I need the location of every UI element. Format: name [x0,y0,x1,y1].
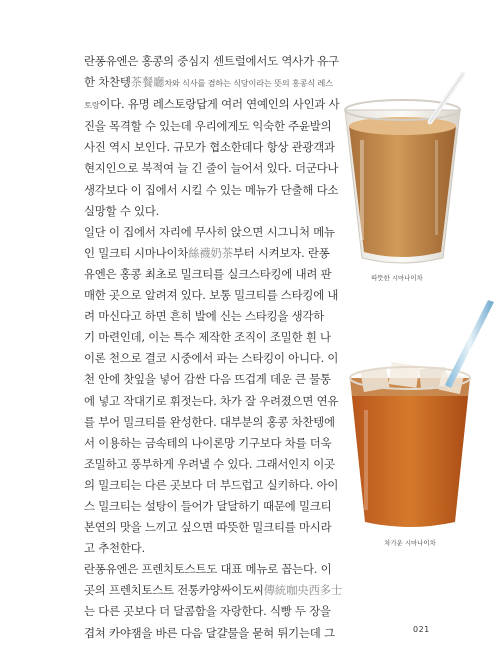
text-line [84,137,335,158]
iced-milk-tea-caption: 차가운 시마나이차 [384,539,436,547]
text-segment: 곳의 프렌치토스트 전통카양싸이도씨 [84,583,264,598]
page-number: 021 [413,625,430,634]
hot-milk-tea-photo [335,70,470,270]
text-line [84,158,339,179]
text-line [84,433,332,454]
text-line [84,580,343,601]
text-segment: 茶餐廳 [130,75,165,90]
text-line [84,306,325,327]
text-segment: 진을 목격할 수 있는데 우리에게도 익숙한 주윤발의 [84,119,332,134]
text-line [84,517,332,538]
text-segment: 기 마련인데, 이는 특수 제작한 조직이 조밀한 흰 나 [84,330,331,345]
text-line [84,391,339,412]
text-line [84,369,331,390]
iced-milk-tea-photo [342,300,497,532]
text-segment: 에 넣고 작대기로 휘젓는다. 차가 잘 우려졌으면 연유 [84,393,339,408]
text-segment: 한 차찬텡 [84,75,131,90]
text-line [84,285,339,306]
text-segment: 고 추천한다. [84,541,145,556]
text-line [84,264,332,285]
text-segment: 를 부어 밀크티를 완성한다. 대부분의 홍콩 차찬텡에 [84,414,335,429]
text-segment: 차와 식사를 겸하는 식당이라는 뜻의 홍콩식 레스 [164,78,333,89]
text-segment: 려 마신다고 하면 흔히 발에 신는 스타킹을 생각하 [84,309,325,324]
text-line [84,201,310,222]
text-segment: 서 이용하는 금속테의 나이론망 기구보다 차를 더욱 [84,435,332,450]
text-line [84,222,335,243]
text-segment: 조밀하고 풍부하게 우려낼 수 있다. 그래서인지 이곳 [84,456,335,471]
text-line [84,94,340,116]
text-segment: 부터 시켜보자. 란퐁 [232,245,330,260]
text-segment: 絲襪奶茶 [188,245,233,260]
text-segment: 는 다른 곳보다 더 달콤함을 자랑한다. 식빵 두 장을 [84,604,331,619]
text-line [84,412,335,433]
text-line [84,601,331,622]
text-segment: 이다. 유명 레스토랑답게 여러 연예인의 사인과 사 [99,97,340,112]
text-line [84,327,331,348]
text-segment: 현지인으로 북적여 늘 긴 줄이 늘어서 있다. 더군다나 [84,161,339,176]
text-line [84,496,332,517]
text-segment: 사진 역시 보인다. 규모가 협소한데다 항상 관광객과 [84,140,335,155]
text-segment: 의 밀크티는 다른 곳보다 더 부드럽고 실키하다. 아이 [84,477,339,492]
text-line [84,116,332,137]
text-segment: 천 안에 찻잎을 넣어 감싼 다음 뜨겁게 데운 큰 물통 [84,372,331,387]
text-segment: 일단 이 집에서 자리에 무사히 앉으면 시그니처 메뉴 [84,224,335,239]
text-segment: 유엔은 홍콩 최초로 밀크티를 실크스타킹에 내려 판 [84,266,332,281]
text-line [84,475,339,496]
text-segment: 傳統咖央西多士 [263,583,343,598]
text-segment: 란퐁유엔은 홍콩의 중심지 센트럴에서도 역사가 유구 [84,54,339,68]
text-line [84,623,335,644]
text-line [84,348,339,369]
text-segment: 인 밀크티 시마나이차 [84,245,189,260]
text-segment: 실망할 수 있다. [84,203,160,218]
text-line [84,180,339,201]
text-segment: 스 밀크티는 설탕이 들어가 달달하기 때문에 밀크티 [84,498,332,513]
text-line [84,454,335,475]
text-line [84,559,332,580]
text-line [84,51,339,72]
body-text [84,51,343,644]
text-segment: 이론 천으로 결코 시중에서 파는 스타킹이 아니다. 이 [84,351,339,366]
text-segment: 란퐁유엔은 프렌치토스트도 대표 메뉴로 꼽는다. 이 [84,562,332,577]
text-line [84,243,330,264]
text-segment: 본연의 맛을 느끼고 싶으면 따뜻한 밀크티를 마시라 [84,520,332,535]
text-line [84,72,333,94]
text-segment: 생각보다 이 집에서 시킬 수 있는 메뉴가 단출해 다소 [84,182,339,197]
text-segment: 매한 곳으로 알려져 있다. 보통 밀크티를 스타킹에 내 [84,288,339,303]
text-line [84,538,310,559]
text-segment: 토랑 [84,100,100,111]
hot-milk-tea-caption: 따뜻한 시마나이차 [371,274,423,282]
text-segment: 겹쳐 카야잼을 바른 다음 달걀물을 묻혀 튀기는데 그 [84,625,335,640]
